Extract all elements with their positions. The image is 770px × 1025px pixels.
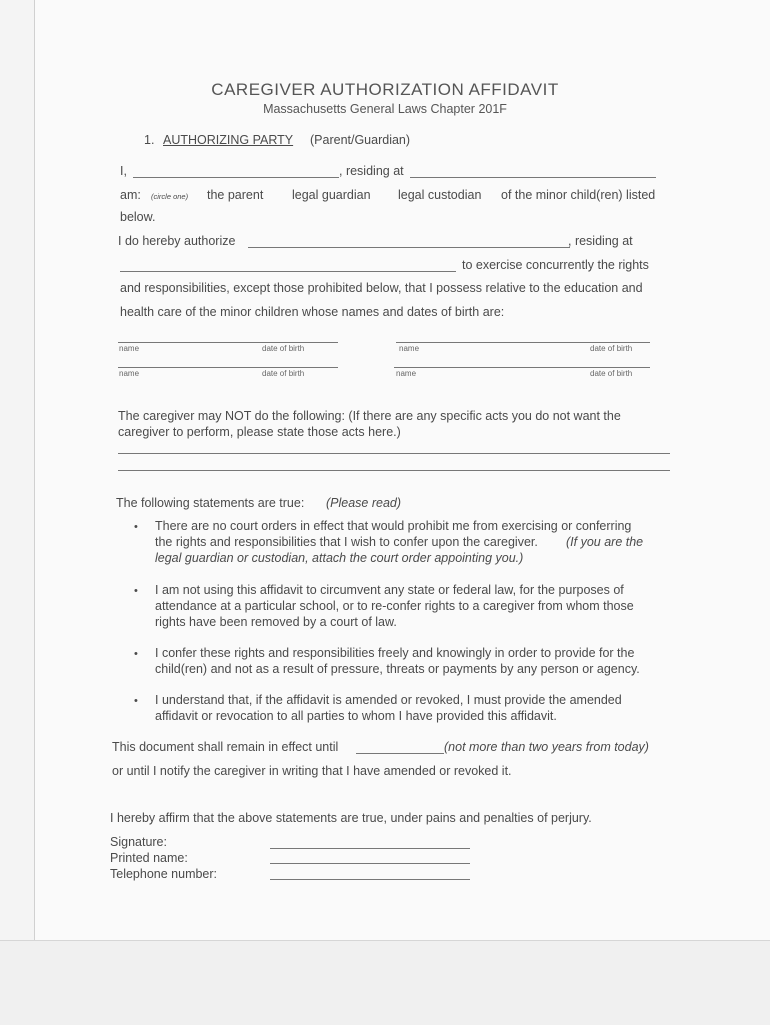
prohibited-field-2[interactable] — [118, 470, 670, 471]
bullet-2-line-2: attendance at a particular school, or to re-confer rights to a caregiver from whom those — [155, 599, 634, 613]
child-2-name-label: name — [399, 344, 420, 353]
effect-text: This document shall remain in effect until — [112, 740, 339, 754]
child-3-field[interactable] — [118, 367, 338, 368]
am-label: am: — [120, 188, 141, 202]
effect-italic: (not more than two years from today) — [444, 740, 649, 754]
telephone-label: Telephone number: — [110, 867, 218, 881]
printed-name-field[interactable] — [270, 863, 470, 864]
prohibited-text-2: caregiver to perform, please state those acts here.) — [118, 425, 401, 439]
bullet-1: • — [134, 521, 138, 533]
bullet-3-line-1: I confer these rights and responsibilities freely and knowingly in order to provide for the — [155, 646, 635, 660]
until-text: or until I notify the caregiver in writing that I have amended or revoked it. — [112, 764, 512, 778]
option-parent[interactable]: the parent — [207, 188, 264, 202]
child-3-dob-label: date of birth — [262, 369, 305, 378]
bullet-4-line-1: I understand that, if the affidavit is amended or revoked, I must provide the amended — [155, 693, 622, 707]
bullet-4: • — [134, 695, 138, 707]
caregiver-address-field[interactable] — [120, 271, 456, 272]
statements-intro: The following statements are true: — [116, 496, 305, 510]
child-4-dob-label: date of birth — [590, 369, 633, 378]
residing-at-label: , residing at — [339, 164, 404, 178]
prohibited-field-1[interactable] — [118, 453, 670, 454]
circle-one-note: (circle one) — [151, 192, 189, 201]
bullet-1-italic-tail: (If you are the — [566, 535, 644, 549]
health-text: health care of the minor children whose names and dates of birth are: — [120, 305, 505, 319]
document-subtitle: Massachusetts General Laws Chapter 201F — [263, 102, 507, 116]
scan-bottom-edge — [0, 940, 770, 1025]
child-1-name-label: name — [119, 344, 140, 353]
bullet-1-line-2: the rights and responsibilities that I wish to confer upon the caregiver. — [155, 535, 538, 549]
authorize-text: I do hereby authorize — [118, 234, 236, 248]
affirm-text: I hereby affirm that the above statements are true, under pains and penalties of perjury. — [110, 811, 592, 825]
residing-at-label-2: , residing at — [568, 234, 633, 248]
bullet-3: • — [134, 648, 138, 660]
end-date-field[interactable] — [356, 753, 444, 754]
child-1-dob-label: date of birth — [262, 344, 305, 353]
caregiver-name-field[interactable] — [248, 247, 570, 248]
bullet-4-line-2: affidavit or revocation to all parties to whom I have provided this affidavit. — [155, 709, 557, 723]
rights-text: and responsibilities, except those prohibited below, that I possess relative to the education and — [120, 281, 643, 295]
below-text: below. — [120, 210, 156, 224]
telephone-field[interactable] — [270, 879, 470, 880]
prohibited-text-1: The caregiver may NOT do the following: (If there are any specific acts you do not want the — [118, 409, 621, 423]
option-legal-guardian[interactable]: legal guardian — [292, 188, 371, 202]
signature-field[interactable] — [270, 848, 470, 849]
document-title: CAREGIVER AUTHORIZATION AFFIDAVIT — [211, 80, 559, 99]
section-heading: AUTHORIZING PARTY — [163, 133, 294, 147]
bullet-2: • — [134, 585, 138, 597]
printed-name-label: Printed name: — [110, 851, 188, 865]
option-legal-custodian[interactable]: legal custodian — [398, 188, 482, 202]
please-read: (Please read) — [326, 496, 402, 510]
bullet-1-italic-line: legal guardian or custodian, attach the court order appointing you.) — [155, 551, 524, 565]
child-2-field[interactable] — [396, 342, 650, 343]
child-2-dob-label: date of birth — [590, 344, 633, 353]
line-i: I, — [120, 164, 127, 178]
child-4-field[interactable] — [394, 367, 650, 368]
section-number: 1. — [144, 133, 155, 147]
bullet-2-line-3: rights have been removed by a court of law. — [155, 615, 397, 629]
child-1-field[interactable] — [118, 342, 338, 343]
bullet-1-line-1: There are no court orders in effect that would prohibit me from exercising or conferring — [155, 519, 632, 533]
child-3-name-label: name — [119, 369, 140, 378]
of-minor-text: of the minor child(ren) listed — [501, 188, 656, 202]
bullet-3-line-2: child(ren) and not as a result of pressure, threats or payments by any person or agency. — [155, 662, 640, 676]
exercise-text: to exercise concurrently the rights — [462, 258, 649, 272]
child-4-name-label: name — [396, 369, 417, 378]
bullet-2-line-1: I am not using this affidavit to circumvent any state or federal law, for the purposes of — [155, 583, 624, 597]
signature-label: Signature: — [110, 835, 167, 849]
parent-name-field[interactable] — [133, 177, 339, 178]
section-heading-suffix: (Parent/Guardian) — [310, 133, 411, 147]
parent-address-field[interactable] — [410, 177, 656, 178]
